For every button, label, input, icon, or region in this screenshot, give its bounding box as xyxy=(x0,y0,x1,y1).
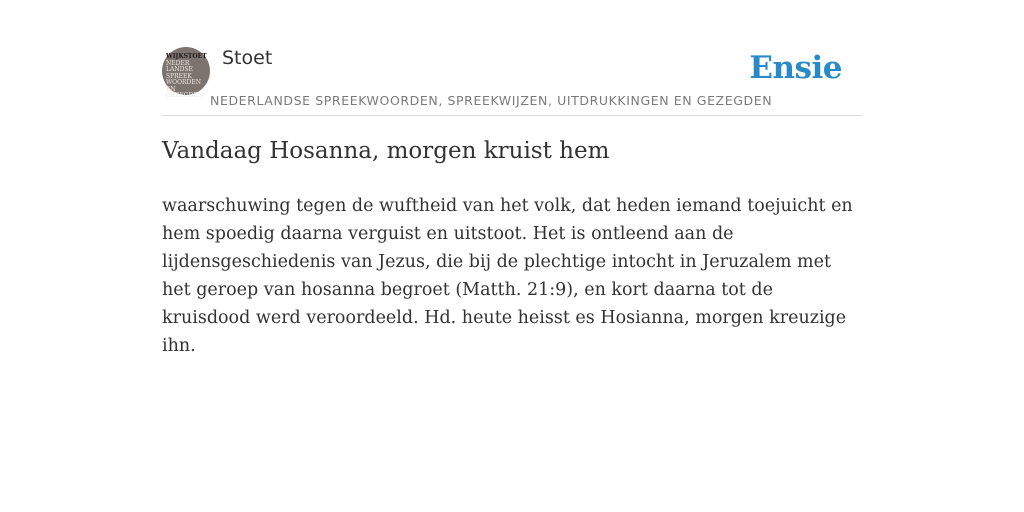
avatar-text xyxy=(166,54,212,100)
source-name[interactable]: Stoet xyxy=(222,47,273,69)
source-subtitle: NEDERLANDSE SPREEKWOORDEN, SPREEKWIJZEN, UITDRUKKINGEN EN GEZEGDEN xyxy=(210,93,773,108)
entry-definition: waarschuwing tegen de wuftheid van het volk, dat heden iemand toejuicht en hem spoedig daarna verguist en uitstoot. Het is ontleend aan de lijdensgeschiedenis van Jezus, die bij de plechtige intocht in Jeruzalem met het geroep van hosanna begroet (Matth. 21:9), en kort daarna tot de kruisdood werd veroordeeld. Hd. heute heisst es Hosianna, morgen kreuzige ihn. xyxy=(162,196,853,356)
entry-title: Vandaag Hosanna, morgen kruist hem xyxy=(162,138,610,164)
source-header xyxy=(162,40,862,116)
ensie-logo[interactable]: Ensie xyxy=(749,50,842,86)
source-avatar[interactable] xyxy=(162,47,210,99)
avatar-top-text: WIJKSTOET xyxy=(166,53,207,60)
avatar-label: NEDER LANDSE SPREEK WOORDEN EN GEZEGDEN xyxy=(166,59,203,99)
header-divider xyxy=(162,115,862,116)
